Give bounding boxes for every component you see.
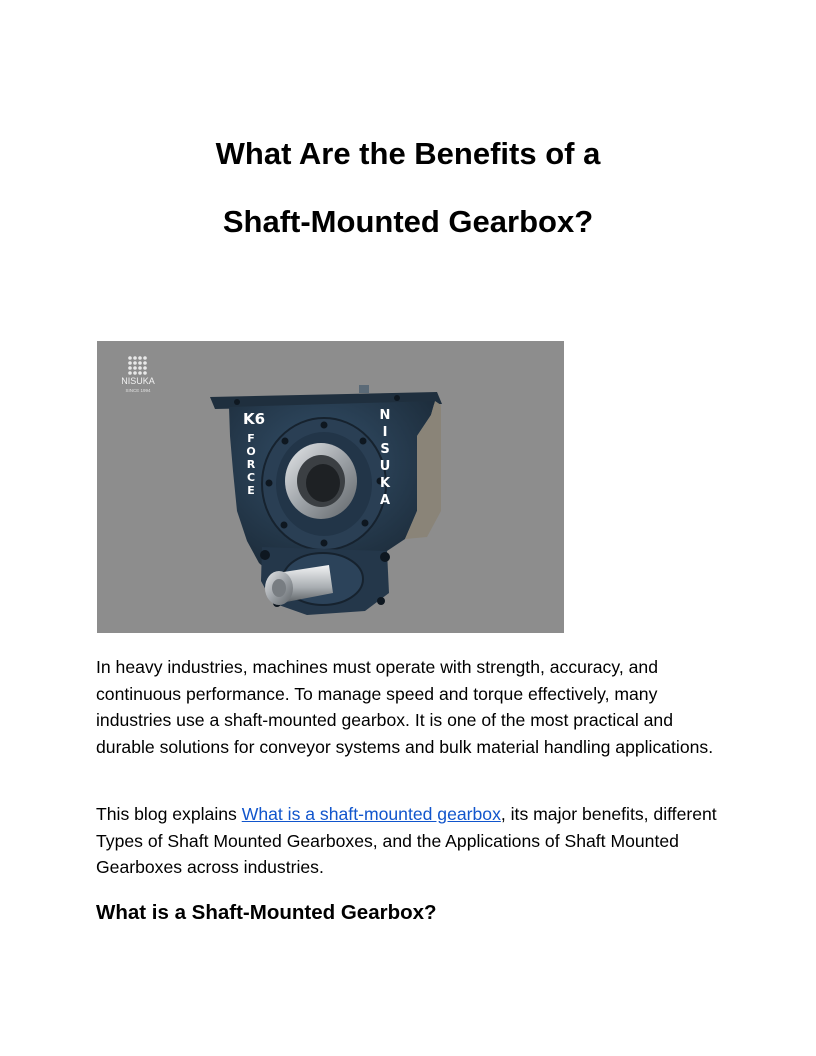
product-model-label: K6	[243, 410, 266, 428]
svg-text:S: S	[380, 442, 390, 457]
svg-text:O: O	[246, 445, 256, 458]
blog-paragraph	[96, 801, 736, 881]
blog-paragraph-lead: This blog explains	[96, 804, 242, 824]
svg-text:N: N	[379, 408, 391, 423]
page-title-line-1: What Are the Benefits of a	[215, 136, 601, 171]
svg-text:I: I	[382, 425, 388, 440]
nisuka-logo-icon	[121, 356, 155, 393]
gearbox-product-image	[97, 341, 564, 633]
svg-text:C: C	[246, 471, 256, 484]
svg-text:U: U	[379, 459, 391, 474]
shaft-mounted-gearbox-link[interactable]: What is a shaft-mounted gearbox	[241, 804, 501, 824]
page-title-line-2: Shaft-Mounted Gearbox?	[222, 204, 594, 239]
svg-text:R: R	[246, 458, 256, 471]
svg-text:F: F	[247, 432, 255, 445]
section-heading: What is a Shaft-Mounted Gearbox?	[96, 901, 437, 924]
logo-subtext: SINCE 1994	[125, 388, 151, 393]
svg-text:K: K	[379, 476, 391, 491]
svg-text:A: A	[379, 493, 391, 508]
blog-paragraph-tail: , its major benefits, different Types of Shaft Mounted Gearboxes, and the Applications of Shaft Mounted Gearboxes across industries.	[96, 804, 717, 877]
intro-paragraph: In heavy industries, machines must operate with strength, accuracy, and continuous performance. To manage speed and torque effectively, many industries use a shaft-mounted gearbox. It is one of the most practical and durable solutions for conveyor systems and bulk material handling applications.	[96, 657, 714, 757]
logo-wordmark: NISUKA	[121, 376, 155, 386]
svg-text:E: E	[247, 484, 255, 497]
